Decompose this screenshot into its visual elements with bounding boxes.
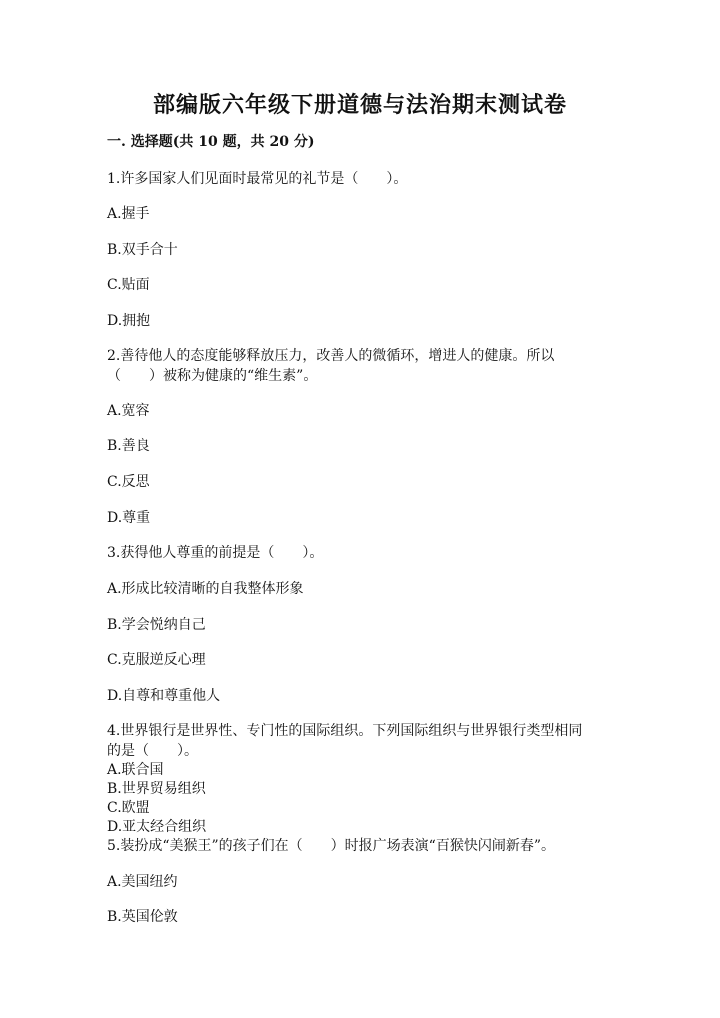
- question-3-stem: 3.获得他人尊重的前提是（ ）。: [107, 545, 324, 561]
- question-3-option-a: A.形成比较清晰的自我整体形象: [107, 581, 304, 597]
- question-4-option-d: D.亚太经合组织: [107, 819, 207, 835]
- question-1-option-a: A.握手: [107, 206, 150, 222]
- question-5-option-a: A.美国纽约: [107, 874, 178, 890]
- question-4-option-c: C.欧盟: [107, 800, 150, 816]
- question-1-stem: 1.许多国家人们见面时最常见的礼节是（ ）。: [107, 171, 408, 187]
- question-3-option-d: D.自尊和尊重他人: [107, 688, 221, 704]
- question-3-option-c: C.克服逆反心理: [107, 652, 206, 668]
- question-2-stem-continued: （ ）被称为健康的“维生素”。: [107, 368, 318, 384]
- question-4-stem: 4.世界银行是世界性、专门性的国际组织。下列国际组织与世界银行类型相同: [107, 723, 583, 739]
- question-3-option-b: B.学会悦纳自己: [107, 617, 206, 633]
- question-1-option-b: B.双手合十: [107, 242, 178, 258]
- question-1-option-d: D.拥抱: [107, 313, 151, 329]
- question-2-stem: 2.善待他人的态度能够释放压力，改善人的微循环，增进人的健康。所以: [107, 348, 555, 364]
- page-title: 部编版六年级下册道德与法治期末测试卷: [152, 92, 567, 118]
- section-heading: 一. 选择题(共 10 题，共 20 分): [107, 134, 315, 150]
- question-4-option-a: A.联合国: [107, 762, 164, 778]
- question-2-option-b: B.善良: [107, 438, 150, 454]
- question-5-stem: 5.装扮成“美猴王”的孩子们在（ ）时报广场表演“百猴快闪闹新春”。: [107, 838, 555, 854]
- question-4-stem-continued: 的是（ ）。: [107, 743, 198, 759]
- question-2-option-d: D.尊重: [107, 510, 151, 526]
- question-2-option-c: C.反思: [107, 474, 150, 490]
- question-5-option-b: B.英国伦敦: [107, 909, 178, 925]
- question-4-option-b: B.世界贸易组织: [107, 781, 206, 797]
- question-2-option-a: A.宽容: [107, 403, 150, 419]
- question-1-option-c: C.贴面: [107, 277, 150, 293]
